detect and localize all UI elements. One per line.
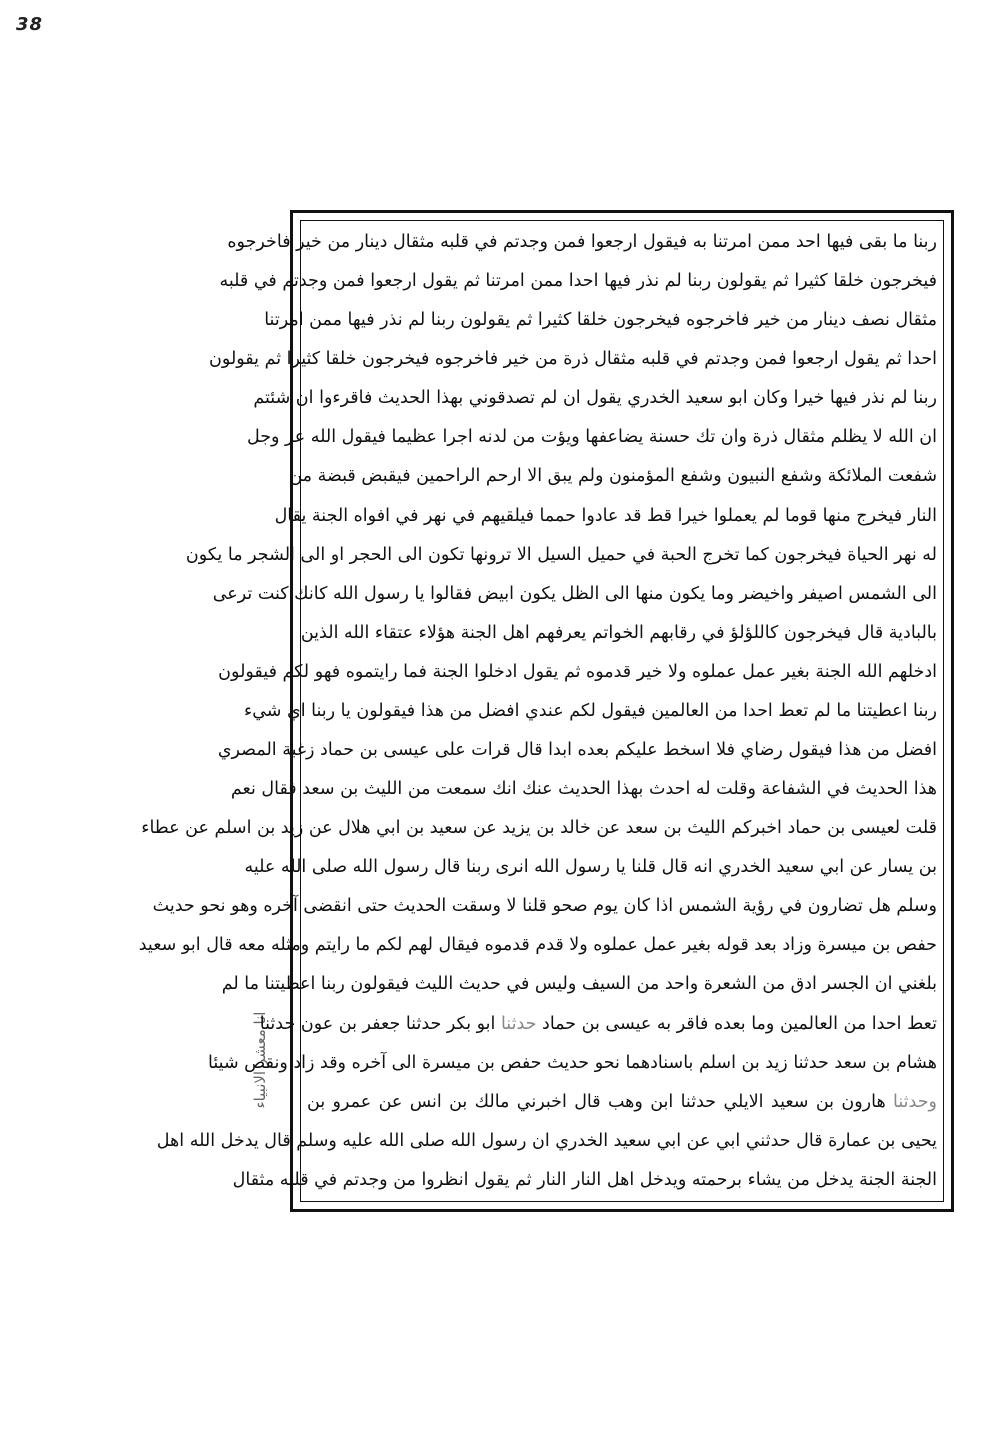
text-line: مثقال نصف دينار من خير فاخرجوه فيخرجون خلقا كثيرا ثم يقولون ربنا لم نذر فيها ممن امرتنا [264, 310, 937, 331]
text-line: فيخرجون خلقا كثيرا ثم يقولون ربنا لم نذر فيها احدا ممن امرتنا ثم يقول ارجعوا فمن وجدتم في قلبه [219, 271, 937, 292]
text-line: ربنا ما بقى فيها احد ممن امرتنا به فيقول ارجعوا فمن وجدتم في قلبه مثقال دينار من خير فاخرجوه [227, 232, 937, 252]
text-line: هشام بن سعد حدثنا زيد بن اسلم باسنادهما نحو حديث حفص بن ميسرة الى آخره وقد زاد ونقص شيئا [208, 1052, 937, 1073]
rubric-word: حدثنا [500, 1013, 537, 1034]
margin-note: انا معشر الانبياء [251, 1011, 269, 1109]
text-line: قلت لعيسى بن حماد اخبركم الليث بن سعد عن خالد بن يزيد عن سعيد بن ابي هلال عن زيد بن اسلم عن عطاء [141, 818, 937, 839]
text-line: ان الله لا يظلم مثقال ذرة وان تك حسنة يضاعفها ويؤت من لدنه اجرا عظيما فيقول الله عز وجل [246, 427, 937, 448]
text-line: ادخلهم الله الجنة بغير عمل عملوه ولا خير قدموه ثم يقول ادخلوا الجنة فما رايتموه فهو لكم فيقولون [218, 661, 937, 682]
text-line: بلغني ان الجسر ادق من الشعرة واحد من السيف وليس في حديث الليث فيقولون ربنا اعطيتنا ما لم [221, 974, 937, 995]
text-line: بالبادية قال فيخرجون كاللؤلؤ في رقابهم الخواتم يعرفهم اهل الجنة هؤلاء عتقاء الله الذين [300, 622, 937, 643]
text-line: وحدثنا هارون بن سعيد الايلي حدثنا ابن وهب قال اخبرني مالك بن انس عن عمرو بن [307, 1091, 937, 1112]
text-line: افضل من هذا فيقول رضاي فلا اسخط عليكم بعده ابدا قال قرات على عيسى بن حماد زغبة المصري [217, 740, 937, 761]
text-line: له نهر الحياة فيخرجون كما تخرج الحبة في حميل السيل الا ترونها تكون الى الحجر او الى الشجر ما يكون [185, 544, 937, 565]
text-line: ربنا اعطيتنا ما لم تعط احدا من العالمين فيقول لكم عندي افضل من هذا فيقولون يا ربنا اي شيء [243, 700, 937, 721]
page-number: 38 [16, 14, 44, 35]
rubric-word: وحدثنا [893, 1091, 937, 1112]
text-line: وسلم هل تضارون في رؤية الشمس اذا كان يوم صحو قلنا لا وسقت الحديث حتى انقضى آخره وهو نحو حديث [152, 896, 937, 917]
text-line: حفص بن ميسرة وزاد بعد قوله بغير عمل عملوه ولا قدم قدموه فيقال لهم لكم ما رايتم ومثله معه قال ابو سعيد [138, 935, 937, 956]
text-line: هذا الحديث في الشفاعة وقلت له احدث بهذا الحديث عنك انك سمعت من الليث بن سعد فقال نعم [230, 779, 937, 800]
text-line: تعط احدا من العالمين وما بعده فاقر به عيسى بن حماد حدثنا ابو بكر حدثنا جعفر بن عون حدثنا [259, 1013, 937, 1034]
text-line: الجنة الجنة يدخل من يشاء برحمته ويدخل اهل النار النار ثم يقول انظروا من وجدتم في قلبه مثقال [232, 1169, 937, 1190]
text-line: بن يسار عن ابي سعيد الخدري انه قال قلنا يا رسول الله انرى ربنا قال رسول الله صلى الله عليه [244, 857, 937, 878]
text-line: احدا ثم يقول ارجعوا فمن وجدتم في قلبه مثقال ذرة من خير فاخرجوه فيخرجون خلقا كثيرا ثم يقولون [209, 349, 937, 370]
text-line: الى الشمس اصيفر واخيضر وما يكون منها الى الظل يكون ابيض فقالوا يا رسول الله كانك كنت ترعى [212, 583, 937, 604]
text-line: ربنا لم نذر فيها خيرا وكان ابو سعيد الخدري يقول ان لم تصدقوني بهذا الحديث فاقرءوا ان شئتم [253, 388, 937, 409]
text-line: شفعت الملائكة وشفع النبيون وشفع المؤمنون ولم يبق الا ارحم الراحمين فيقبض قبضة من [289, 466, 937, 487]
text-line: النار فيخرج منها قوما لم يعملوا خيرا قط قد عادوا حمما فيلقيهم في نهر في افواه الجنة يقال [274, 505, 937, 526]
text-line: يحيى بن عمارة قال حدثني ابي عن ابي سعيد الخدري ان رسول الله صلى الله عليه وسلم قال يدخل الله اهل [156, 1130, 937, 1151]
